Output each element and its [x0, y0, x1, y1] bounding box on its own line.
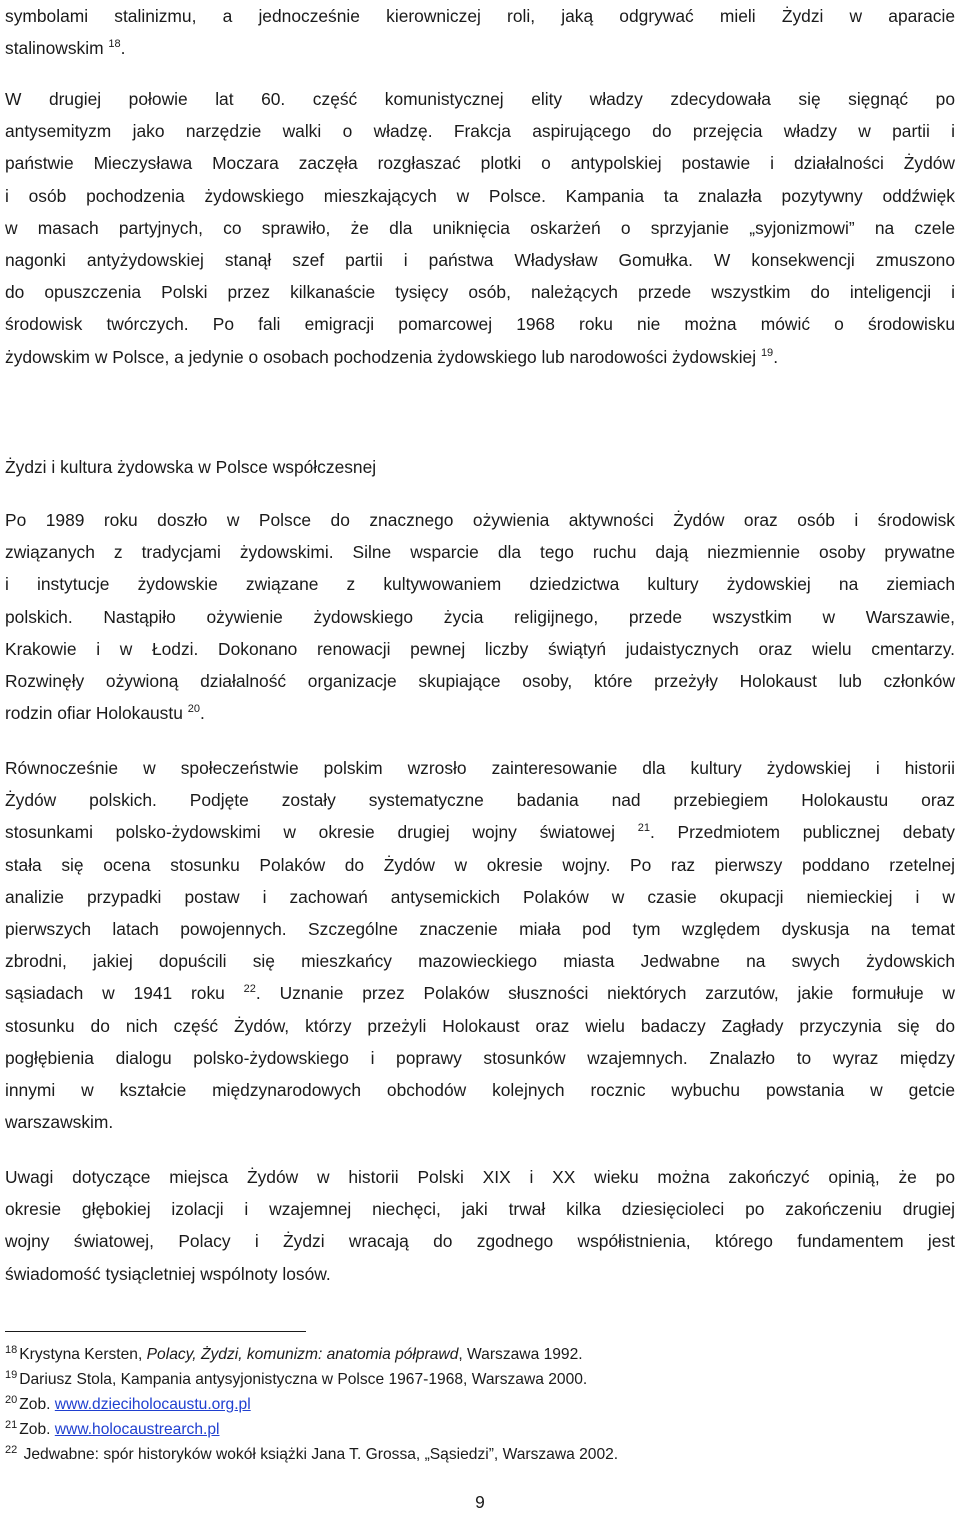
text-line	[5, 1197, 955, 1221]
text-line	[5, 853, 955, 877]
line-text-tail: .	[199, 703, 205, 724]
footnote-21	[5, 1419, 955, 1441]
line-text: warszawskim.	[5, 1112, 114, 1133]
line-text: pierwszych latach powojennych. Szczególne znaczenie miała pod tym względem dyskusja na temat	[5, 919, 955, 939]
line-text: antysemityzm jako narzędzie walki o władzę. Frakcja aspirującego do przejęcia władzy w partii i	[5, 121, 955, 142]
line-text: analizie przypadki postaw i zachowań antysemickich Polaków w czasie okupacji niemieckiej i w	[5, 886, 955, 907]
footnote-title: Polacy, Żydzi, komunizm: anatomia półprawd	[146, 1346, 459, 1363]
text-line	[5, 949, 955, 973]
line-text: polskich. Nastąpiło ożywienie żydowskiego życia religijnego, przede wszystkim w Warszawie,	[5, 606, 955, 627]
footnote-number: 21	[5, 1419, 18, 1431]
line-text: Żydów polskich. Podjęte zostały systematyczne badania nad przebiegiem Holokaustu oraz	[5, 790, 955, 811]
text-line	[5, 345, 955, 369]
footnote-separator	[5, 1331, 306, 1332]
line-text: związanych z tradycjami żydowskimi. Silne wsparcie dla tego ruchu dają niezmiennie osoby prywatne	[5, 542, 955, 563]
line-text: stała się ocena stosunku Polaków do Żydów w okresie wojny. Po raz pierwszy poddano rzetelnej	[5, 854, 955, 875]
footnote-link[interactable]: www.dzieciholocaustu.org.pl	[54, 1396, 251, 1413]
line-text: do opuszczenia Polski przez kilkanaście tysięcy osób, należących przede wszystkim do inteligencji i	[5, 282, 955, 303]
page-number: 9	[475, 1492, 485, 1512]
text-line	[5, 1014, 955, 1038]
footnote-number: 20	[5, 1394, 18, 1406]
footnote-number: 19	[5, 1369, 18, 1381]
footnote-ref: 18	[108, 38, 121, 51]
text-line	[5, 4, 955, 28]
text-line	[5, 216, 955, 240]
text-line	[5, 312, 955, 336]
text-line	[5, 637, 955, 661]
footnote-link[interactable]: www.holocaustrearch.pl	[54, 1421, 220, 1438]
line-text: i osób pochodzenia żydowskiego mieszkających w Polsce. Kampania ta znalazła pozytywny oddźwięk	[5, 185, 955, 206]
line-text: nagonki antyżydowskiej stanął szef partii i państwa Władysław Gomułka. W konsekwencji zmuszono	[5, 250, 955, 270]
line-text: Rozwinęły ożywioną działalność organizacje skupiające osoby, które przeżyły Holokaust lub członków	[5, 671, 955, 691]
text-line	[5, 1229, 955, 1253]
footnote-19	[5, 1369, 955, 1391]
line-text: pogłębienia dialogu polsko-żydowskiego i poprawy stosunków wzajemnych. Znalazło to wyraz między	[5, 1047, 955, 1068]
line-text: wojny światowej, Polacy i Żydzi wracają do zgodnego współistnienia, którego fundamentem jest	[5, 1231, 955, 1252]
footnote-text: Zob.	[19, 1396, 55, 1413]
line-text: świadomość tysiącletniej wspólnoty losów.	[5, 1263, 331, 1284]
footnote-22	[5, 1444, 955, 1466]
footnote-20	[5, 1394, 955, 1416]
text-line	[5, 508, 955, 532]
line-text-tail: .	[120, 38, 126, 59]
footnote-text: Dariusz Stola, Kampania antysyjonistyczna w Polsce 1967-1968, Warszawa 2000.	[19, 1371, 588, 1388]
line-text: Krakowie i w Łodzi. Dokonano renowacji pewnej liczby świątyń judaistycznych oraz wielu cmentarzy.	[5, 638, 955, 659]
line-text: stosunku do nich część Żydów, którzy przeżyli Holokaust oraz wielu badaczy Zagłady przyczynia się do	[5, 1015, 955, 1036]
line-text-tail: . Przedmiotem publicznej debaty	[649, 822, 955, 843]
footnote-text: , Warszawa 1992.	[458, 1346, 583, 1363]
text-line	[5, 1078, 955, 1102]
line-text: W drugiej połowie lat 60. część komunistycznej elity władzy zdecydowała się sięgnąć po	[5, 89, 955, 109]
text-line	[5, 885, 955, 909]
line-text: stosunkami polsko-żydowskimi w okresie drugiej wojny światowej	[5, 822, 638, 843]
text-line	[5, 572, 955, 596]
text-line	[5, 1165, 955, 1189]
text-line	[5, 917, 955, 941]
footnote-number: 18	[5, 1344, 18, 1356]
line-text: Po 1989 roku doszło w Polsce do znacznego ożywienia aktywności Żydów oraz osób i środowisk	[5, 510, 955, 530]
footnote-ref: 19	[760, 346, 774, 359]
text-line	[5, 119, 955, 143]
text-line	[5, 151, 955, 175]
line-text-tail: .	[773, 346, 779, 367]
text-line	[5, 701, 955, 725]
footnote-ref: 22	[243, 983, 256, 996]
text-line	[5, 820, 955, 844]
text-line	[5, 788, 955, 812]
text-line	[5, 248, 955, 272]
line-text: innymi w kształcie międzynarodowych obchodów kolejnych rocznic wybuchu powstania w getcie	[5, 1080, 955, 1100]
text-line	[5, 1110, 955, 1134]
line-text: Równocześnie w społeczeństwie polskim wzrosło zainteresowanie dla kultury żydowskiej i historii	[5, 758, 955, 778]
line-text-tail: . Uznanie przez Polaków słuszności niektórych zarzutów, jakie formułuje w	[255, 983, 955, 1004]
text-line	[5, 36, 955, 60]
footnote-text: Zob.	[19, 1421, 55, 1438]
text-line	[5, 1262, 955, 1286]
line-text: zbrodni, jakiej dopuścili się mieszkańcy mazowieckiego miasta Jedwabne na swych żydowskich	[5, 951, 955, 972]
footnote-text: Jedwabne: spór historyków wokół książki Jana T. Grossa, „Sąsiedzi”, Warszawa 2002.	[19, 1446, 619, 1463]
line-text: i instytucje żydowskie związane z kultywowaniem dziedzictwa kultury żydowskiej na ziemiach	[5, 574, 955, 595]
section-heading: Żydzi i kultura żydowska w Polsce współczesnej	[5, 457, 377, 477]
text-line	[5, 1046, 955, 1070]
text-line	[5, 605, 955, 629]
line-text: sąsiadach w 1941 roku	[5, 983, 244, 1004]
line-text: w masach partyjnych, co sprawiło, że dla uniknięcia oskarżeń o sprzyjanie „syjonizmowi” na czele	[5, 217, 955, 238]
line-text: stalinowskim	[5, 38, 109, 59]
line-text: okresie głębokiej izolacji i wzajemnej niechęci, jaki trwał kilka dziesięcioleci po zakończeniu drugiej	[5, 1199, 955, 1220]
text-line	[5, 981, 955, 1005]
text-line	[5, 540, 955, 564]
text-line	[5, 87, 955, 111]
footnote-ref: 20	[187, 703, 200, 716]
line-text: państwie Mieczysława Moczara zaczęła rozgłaszać plotki o antypolskiej postawie i działalności Żydów	[5, 153, 955, 174]
text-line	[5, 756, 955, 780]
text-line	[5, 280, 955, 304]
footnote-text: Krystyna Kersten,	[19, 1346, 147, 1363]
text-line	[5, 669, 955, 693]
footnote-18	[5, 1344, 955, 1366]
line-text: środowisk twórczych. Po fali emigracji pomarcowej 1968 roku nie można mówić o środowisku	[5, 314, 955, 335]
line-text: rodzin ofiar Holokaustu	[5, 703, 188, 724]
line-text: symbolami stalinizmu, a jednocześnie kierowniczej roli, jaką odgrywać mieli Żydzi w aparacie	[5, 6, 955, 26]
footnote-ref: 21	[637, 822, 650, 835]
line-text: Uwagi dotyczące miejsca Żydów w historii Polski XIX i XX wieku można zakończyć opinią, że po	[5, 1167, 955, 1187]
text-line	[5, 184, 955, 208]
footnote-number: 22	[5, 1444, 18, 1456]
line-text: żydowskim w Polsce, a jedynie o osobach pochodzenia żydowskiego lub narodowości żydowskiej	[5, 346, 761, 367]
